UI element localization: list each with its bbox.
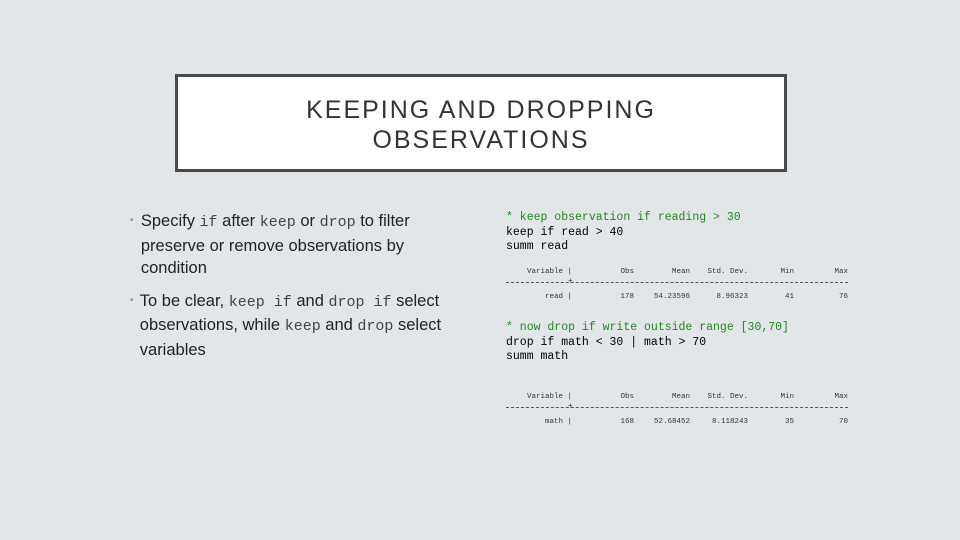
bullet-dot-icon: • <box>130 215 134 226</box>
header-cell: Obs <box>620 393 634 401</box>
code-block-1 <box>506 211 741 255</box>
code-line: drop if math < 30 | math > 70 <box>506 335 707 349</box>
header-cell: Min <box>780 393 794 401</box>
bullet-text <box>140 290 470 362</box>
header-cell: Mean <box>671 268 690 276</box>
text-run: To be clear, <box>139 291 229 310</box>
code-run: drop <box>319 214 356 231</box>
table-cell: 52.68452 <box>653 418 690 426</box>
header-cell: Min <box>780 268 794 276</box>
text-run: Specify <box>140 212 200 230</box>
text-run: after <box>217 212 260 230</box>
slide-title <box>178 95 784 155</box>
bullet-dot-icon: • <box>130 294 134 306</box>
text-run: and <box>291 291 329 310</box>
table-header <box>506 268 848 278</box>
table-cell: 35 <box>784 418 794 426</box>
table-header <box>506 393 848 403</box>
title-box <box>175 74 787 172</box>
table-cell: 76 <box>838 293 848 301</box>
code-block-2 <box>506 321 789 365</box>
table-row <box>506 418 848 428</box>
header-cell: Max <box>834 393 848 401</box>
text-run: select observations, while <box>139 291 440 334</box>
header-cell: Mean <box>671 393 690 401</box>
header-cell: Std. Dev. <box>707 268 748 276</box>
header-cell: Obs <box>620 268 634 276</box>
code-line: summ read <box>506 240 569 253</box>
code-comment: * now drop if write outside range [30,70] <box>506 321 789 334</box>
bullet-item <box>130 210 470 280</box>
table-cell: 41 <box>784 293 794 301</box>
table-divider: + <box>506 282 848 293</box>
summary-table-2 <box>506 393 848 428</box>
text-run: to filter preserve or remove observations by condition <box>140 212 410 277</box>
code-run: keep <box>284 318 321 335</box>
text-run: select variables <box>139 316 442 359</box>
slide-title-line2: OBSERVATIONS <box>372 126 590 154</box>
table-divider: + <box>506 407 848 418</box>
header-cell: Max <box>834 268 848 276</box>
summary-table-1 <box>506 268 848 303</box>
code-run: drop if <box>328 293 392 311</box>
header-cell: Variable | <box>526 268 572 276</box>
table-cell: 178 <box>620 293 634 301</box>
bullet-item <box>130 290 470 362</box>
code-run: if <box>199 214 218 231</box>
table-cell: math | <box>544 418 572 426</box>
text-run: and <box>320 316 358 334</box>
code-run: keep if <box>228 293 292 311</box>
slide-title-line1: KEEPING AND DROPPING <box>306 96 656 124</box>
code-run: drop <box>357 318 394 335</box>
code-line: keep if read > 40 <box>506 225 624 239</box>
header-cell: Std. Dev. <box>707 393 748 401</box>
code-line: summ math <box>506 350 569 363</box>
text-run: or <box>295 212 320 230</box>
table-cell: 70 <box>838 418 848 426</box>
code-comment: * keep observation if reading > 30 <box>506 211 741 224</box>
bullet-text <box>141 210 470 280</box>
code-run: keep <box>259 214 296 231</box>
table-cell: read | <box>544 293 572 301</box>
header-cell: Variable | <box>526 393 572 401</box>
table-cell: 8.118243 <box>711 418 748 426</box>
table-cell: 54.23596 <box>653 293 690 301</box>
table-row <box>506 293 848 303</box>
table-cell: 8.96323 <box>716 293 748 301</box>
table-cell: 168 <box>620 418 634 426</box>
bullet-list <box>130 210 470 371</box>
